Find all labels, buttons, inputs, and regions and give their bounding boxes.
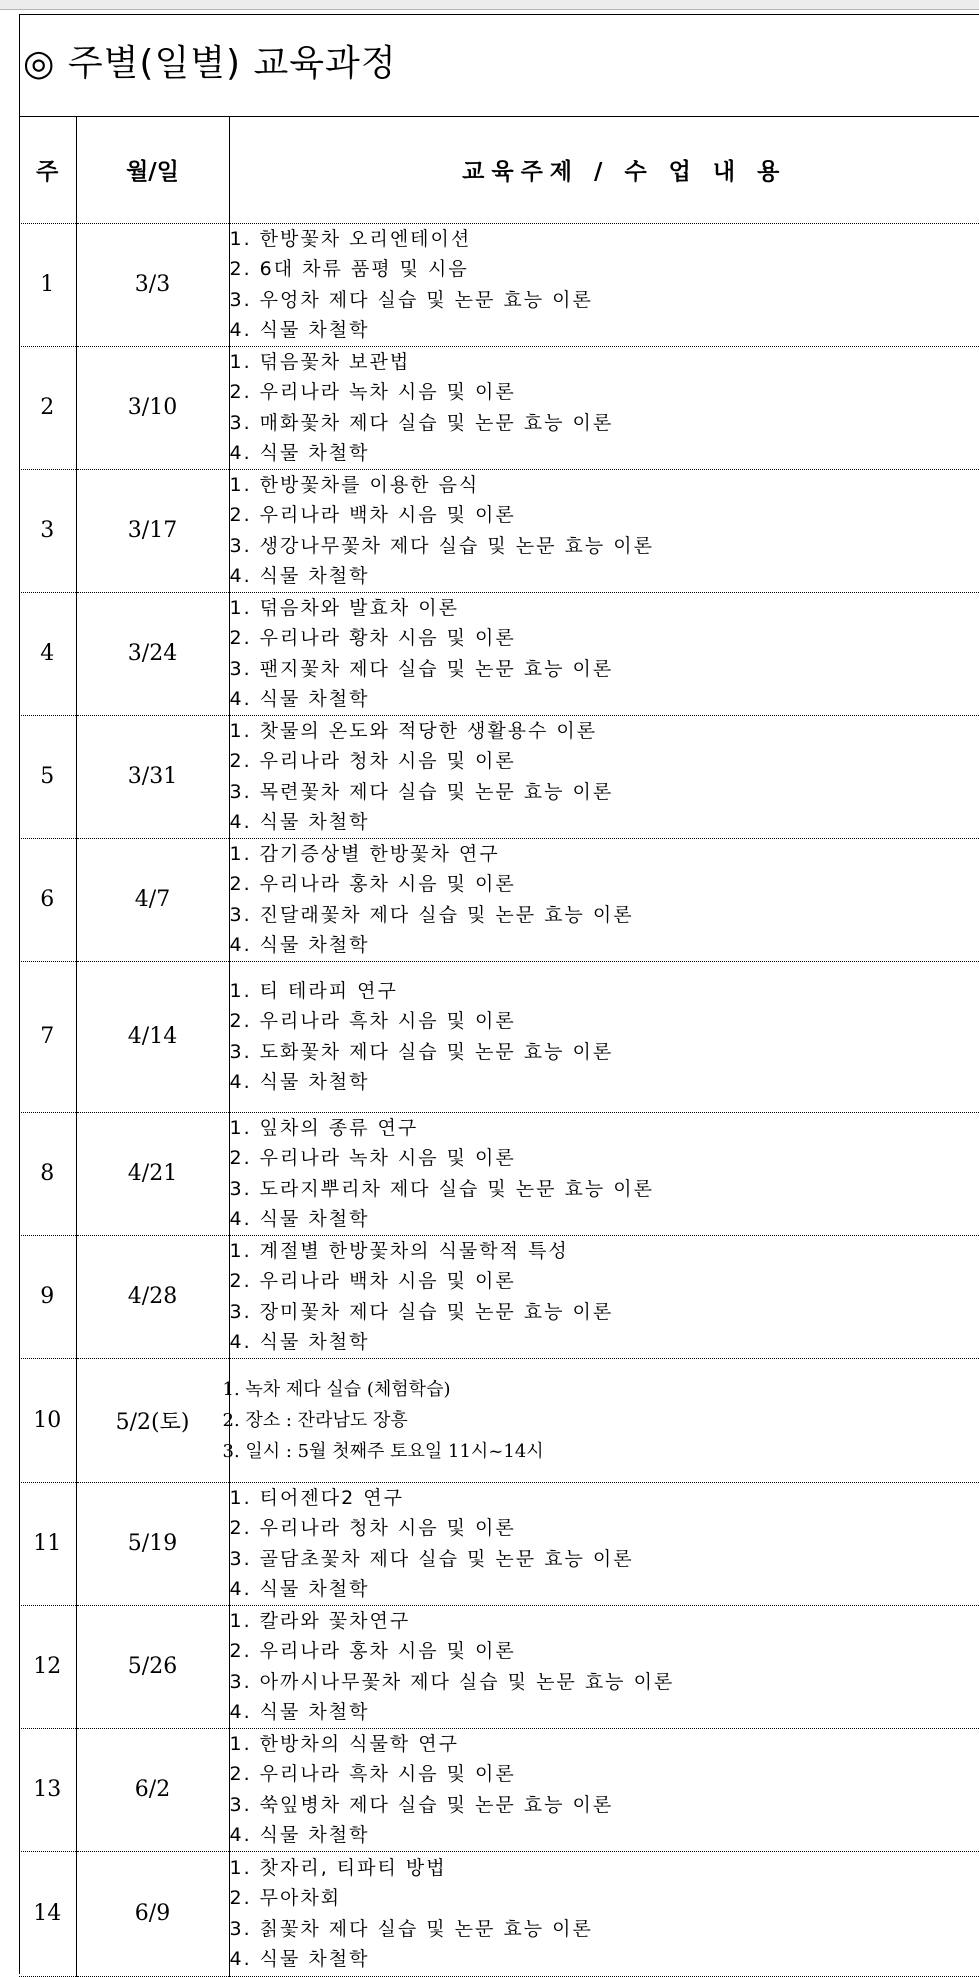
content-line: 4. 식물 차철학 [230,930,979,961]
content-line: 1. 칼라와 꽃차연구 [230,1606,979,1637]
session-date: 5/2(토) [76,1358,229,1482]
week-number: 8 [19,1112,76,1235]
session-content [229,346,979,469]
table-row [19,1605,979,1728]
content-line: 4. 식물 차철학 [230,1574,979,1605]
content-line: 4. 식물 차철학 [230,1820,979,1851]
header-date: 월/일 [76,116,229,223]
week-number: 5 [19,715,76,838]
content-line: 2. 무아차회 [230,1883,979,1914]
session-date: 4/28 [76,1235,229,1358]
session-date: 6/9 [76,1851,229,1976]
content-line: 1. 감기증상별 한방꽃차 연구 [230,839,979,870]
header-content: 교육주제 / 수 업 내 용 [229,116,979,223]
schedule-rows [19,223,979,1976]
content-line: 4. 식물 차철학 [230,1067,979,1098]
session-date: 3/24 [76,592,229,715]
week-number: 9 [19,1235,76,1358]
session-date: 3/10 [76,346,229,469]
content-line: 4. 식물 차철학 [230,438,979,469]
content-line: 4. 식물 차철학 [230,807,979,838]
session-content [229,1605,979,1728]
week-number: 12 [19,1605,76,1728]
session-content [229,715,979,838]
session-date: 3/31 [76,715,229,838]
content-line: 1. 잎차의 종류 연구 [230,1113,979,1144]
week-number: 2 [19,346,76,469]
content-line: 1. 덖음차와 발효차 이론 [230,593,979,624]
content-line: 1. 덖음꽃차 보관법 [230,347,979,378]
session-date: 6/2 [76,1728,229,1851]
table-row [19,1728,979,1851]
table-row [19,961,979,1112]
table-row [19,838,979,961]
session-content [229,469,979,592]
table-row [19,1235,979,1358]
content-line: 3. 도라지뿌리차 제다 실습 및 논문 효능 이론 [230,1174,979,1205]
session-content [229,1358,979,1482]
content-line: 3. 칡꽃차 제다 실습 및 논문 효능 이론 [230,1914,979,1945]
content-line: 2. 우리나라 청차 시음 및 이론 [230,1513,979,1544]
content-line: 3. 골담초꽃차 제다 실습 및 논문 효능 이론 [230,1544,979,1575]
session-date: 5/19 [76,1482,229,1605]
session-content [229,1235,979,1358]
content-line: 4. 식물 차철학 [230,1944,979,1975]
session-content [229,223,979,346]
content-line: 2. 장소 : 잔라남도 장흥 [223,1405,979,1436]
content-line: 1. 한방꽃차를 이용한 음식 [230,470,979,501]
week-number: 6 [19,838,76,961]
content-line: 2. 우리나라 홍차 시음 및 이론 [230,1636,979,1667]
content-line: 4. 식물 차철학 [230,1327,979,1358]
week-number: 1 [19,223,76,346]
content-line: 3. 매화꽃차 제다 실습 및 논문 효능 이론 [230,408,979,439]
week-number: 4 [19,592,76,715]
table-row [19,223,979,346]
content-line: 1. 계절별 한방꽃차의 식물학적 특성 [230,1236,979,1267]
content-line: 3. 우엉차 제다 실습 및 논문 효능 이론 [230,285,979,316]
content-line: 2. 우리나라 백차 시음 및 이론 [230,1266,979,1297]
content-line: 3. 도화꽃차 제다 실습 및 논문 효능 이론 [230,1037,979,1068]
title-row [19,14,979,117]
content-line: 1. 한방차의 식물학 연구 [230,1729,979,1760]
content-line: 4. 식물 차철학 [230,1204,979,1235]
week-number: 11 [19,1482,76,1605]
session-content [229,1482,979,1605]
content-line: 3. 쑥잎병차 제다 실습 및 논문 효능 이론 [230,1790,979,1821]
table-row [19,469,979,592]
content-line: 1. 티 테라피 연구 [230,976,979,1007]
content-line: 2. 우리나라 홍차 시음 및 이론 [230,869,979,900]
session-content [229,1851,979,1976]
content-line: 3. 진달래꽃차 제다 실습 및 논문 효능 이론 [230,900,979,931]
content-line: 4. 식물 차철학 [230,315,979,346]
content-line: 2. 우리나라 녹차 시음 및 이론 [230,377,979,408]
schedule-table [19,116,979,1977]
content-line: 3. 장미꽃차 제다 실습 및 논문 효능 이론 [230,1297,979,1328]
table-row [19,346,979,469]
content-line: 2. 우리나라 백차 시음 및 이론 [230,500,979,531]
session-content [229,1728,979,1851]
page-title: ◎ 주별(일별) 교육과정 [23,42,397,86]
week-number: 13 [19,1728,76,1851]
content-line: 3. 팬지꽃차 제다 실습 및 논문 효능 이론 [230,654,979,685]
table-row [19,1112,979,1235]
content-line: 1. 찻물의 온도와 적당한 생활용수 이론 [230,716,979,747]
content-line: 2. 우리나라 황차 시음 및 이론 [230,623,979,654]
content-line: 2. 우리나라 녹차 시음 및 이론 [230,1143,979,1174]
content-line: 2. 우리나라 흑차 시음 및 이론 [230,1006,979,1037]
content-line: 4. 식물 차철학 [230,1697,979,1728]
table-header-row [19,116,979,223]
session-date: 3/17 [76,469,229,592]
session-content [229,592,979,715]
session-date: 4/14 [76,961,229,1112]
content-line: 4. 식물 차철학 [230,684,979,715]
week-number: 10 [19,1358,76,1482]
week-number: 14 [19,1851,76,1976]
session-date: 5/26 [76,1605,229,1728]
window-top-bar [0,0,979,10]
session-content [229,961,979,1112]
table-row [19,1358,979,1482]
table-row [19,1482,979,1605]
content-line: 3. 일시 : 5월 첫째주 토요일 11시~14시 [223,1436,979,1467]
session-content [229,1112,979,1235]
session-date: 4/7 [76,838,229,961]
table-row [19,715,979,838]
content-line: 4. 식물 차철학 [230,561,979,592]
content-line: 3. 생강나무꽃차 제다 실습 및 논문 효능 이론 [230,531,979,562]
week-number: 3 [19,469,76,592]
content-line: 3. 아까시나무꽃차 제다 실습 및 논문 효능 이론 [230,1667,979,1698]
content-line: 1. 녹차 제다 실습 (체험학습) [223,1374,979,1405]
session-content [229,838,979,961]
content-line: 3. 목련꽃차 제다 실습 및 논문 효능 이론 [230,777,979,808]
header-week: 주 [19,116,76,223]
week-number: 7 [19,961,76,1112]
content-line: 1. 티어젠다2 연구 [230,1483,979,1514]
content-line: 2. 우리나라 흑차 시음 및 이론 [230,1759,979,1790]
content-line: 2. 우리나라 청차 시음 및 이론 [230,746,979,777]
content-line: 1. 찻자리, 티파티 방법 [230,1853,979,1884]
session-date: 3/3 [76,223,229,346]
table-row [19,592,979,715]
content-line: 2. 6대 차류 품평 및 시음 [230,254,979,285]
session-date: 4/21 [76,1112,229,1235]
table-row [19,1851,979,1976]
content-line: 1. 한방꽃차 오리엔테이션 [230,224,979,255]
